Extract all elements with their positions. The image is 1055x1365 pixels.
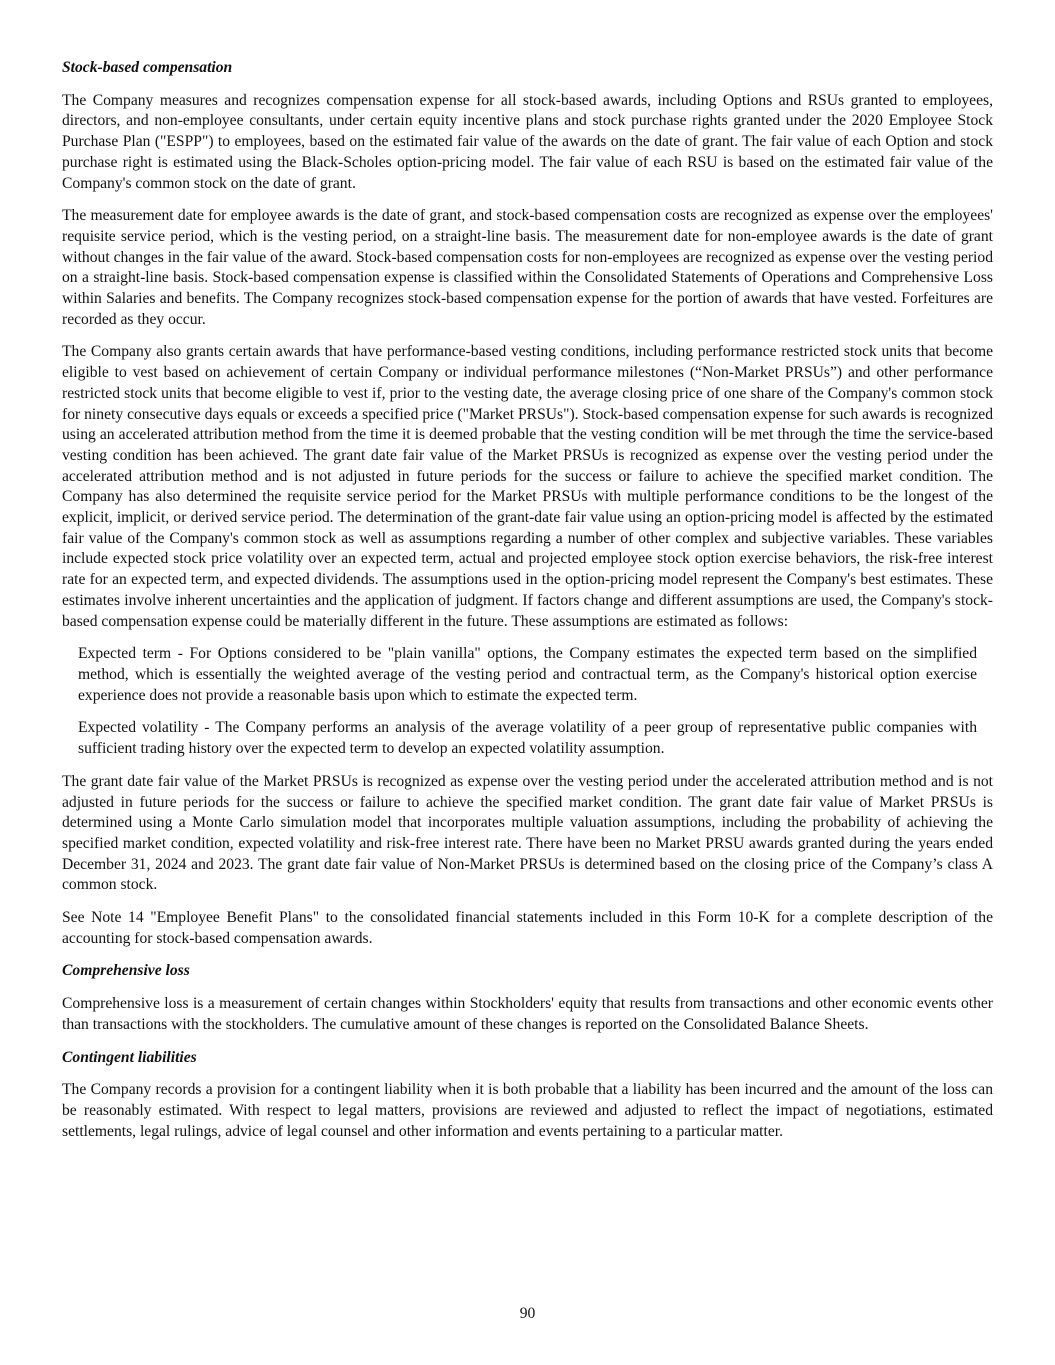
paragraph-contingent-liabilities: The Company records a provision for a contingent liability when it is both probable that a liability has been incurred and the amount of the loss can be reasonably estimated. With respect to legal matters, provisions are reviewed and adjusted to reflect the impact of negotiations, estimated settlements, legal rulings, advice of legal counsel and other information and events pertaining to a particular matter. (62, 1081, 993, 1140)
paragraph-market-prsu-fair-value: The grant date fair value of the Market PRSUs is recognized as expense over the vesting period under the accelerated attribution method and is not adjusted in future periods for the success or failure to achieve the specified market condition. The grant date fair value of Market PRSUs is determined using a Monte Carlo simulation model that incorporates multiple valuation assumptions, including the probability of achieving the specified market condition, expected volatility and risk-free interest rate. There have been no Market PRSU awards granted during the years ended December 31, 2024 and 2023. The grant date fair value of Non-Market PRSUs is determined based on the closing price of the Company’s class A common stock. (62, 772, 993, 894)
document-page (62, 58, 993, 1154)
paragraph-comprehensive-loss: Comprehensive loss is a measurement of certain changes within Stockholders' equity that results from transactions and other economic events other than transactions with the stockholders. The cumulative amount of these changes is reported on the Consolidated Balance Sheets. (62, 995, 993, 1033)
page-number: 90 (519, 1305, 536, 1322)
paragraph-note-14-reference: See Note 14 "Employee Benefit Plans" to the consolidated financial statements included in this Form 10-K for a complete description of the accounting for stock-based compensation awards. (62, 909, 993, 947)
section-heading-contingent-liabilities: Contingent liabilities (62, 1048, 197, 1066)
assumption-expected-term: Expected term - For Options considered to be "plain vanilla" options, the Company estimates the expected term based on the simplified method, which is essentially the weighted average of the vesting period and contractual term, as the Company's historical option exercise experience does not provide a reasonable basis upon which to estimate the expected term. (78, 645, 977, 704)
section-heading-stock-based-compensation: Stock-based compensation (62, 59, 233, 76)
paragraph-measurement-date: The measurement date for employee awards is the date of grant, and stock-based compensation costs are recognized as expense over the employees' requisite service period, which is the vesting period, on a straight-line basis. The measurement date for non-employee awards is the date of grant without changes in the fair value of the award. Stock-based compensation costs for non-employees are recognized as expense over the vesting period on a straight-line basis. Stock-based compensation expense is classified within the Consolidated Statements of Operations and Comprehensive Loss within Salaries and benefits. The Company recognizes stock-based compensation expense for the portion of awards that have vested. Forfeitures are recorded as they occur. (62, 207, 993, 328)
paragraph-stock-comp-overview: The Company measures and recognizes compensation expense for all stock-based awards, including Options and RSUs granted to employees, directors, and non-employee consultants, under certain equity incentive plans and stock purchase rights granted under the 2020 Employee Stock Purchase Plan ("ESPP") to employees, based on the estimated fair value of the awards on the date of grant. The fair value of each Option and stock purchase right is estimated using the Black-Scholes option-pricing model. The fair value of each RSU is based on the estimated fair value of the Company's common stock on the date of grant. (62, 91, 993, 192)
assumption-expected-volatility: Expected volatility - The Company performs an analysis of the average volatility of a peer group of representative public companies with sufficient trading history over the expected term to develop an expected volatility assumption. (78, 719, 977, 758)
section-heading-comprehensive-loss: Comprehensive loss (62, 962, 190, 980)
paragraph-performance-awards: The Company also grants certain awards that have performance-based vesting conditions, including performance restricted stock units that become eligible to vest based on achievement of certain Company or individual performance milestones (“Non-Market PRSUs”) and other performance restricted stock units that become eligible to vest if, prior to the vesting date, the average closing price of one share of the Company's common stock for ninety consecutive days equals or exceeds a specified price ("Market PRSUs"). Stock-based compensation expense for such awards is recognized using an accelerated attribution method from the time it is deemed probable that the vesting condition will be met through the time the service-based vesting condition has been achieved. The grant date fair value of the Market PRSUs is recognized as expense over the vesting period under the accelerated attribution method and is not adjusted in future periods for the success or failure to achieve the specified market condition. The Company has also determined the requisite service period for the Market PRSUs with multiple performance conditions to be the longest of the explicit, implicit, or derived service period. The determination of the grant-date fair value using an option-pricing model is affected by the estimated fair value of the Company's common stock as well as assumptions regarding a number of other complex and subjective variables. These variables include expected stock price volatility over an expected term, actual and projected employee stock option exercise behaviors, the risk-free interest rate for an expected term, and expected dividends. The assumptions used in the option-pricing model represent the Company's best estimates. These estimates involve inherent uncertainties and the application of judgment. If factors change and different assumptions are used, the Company's stock-based compensation expense could be materially different in the future. These assumptions are estimated as follows: (62, 343, 993, 630)
